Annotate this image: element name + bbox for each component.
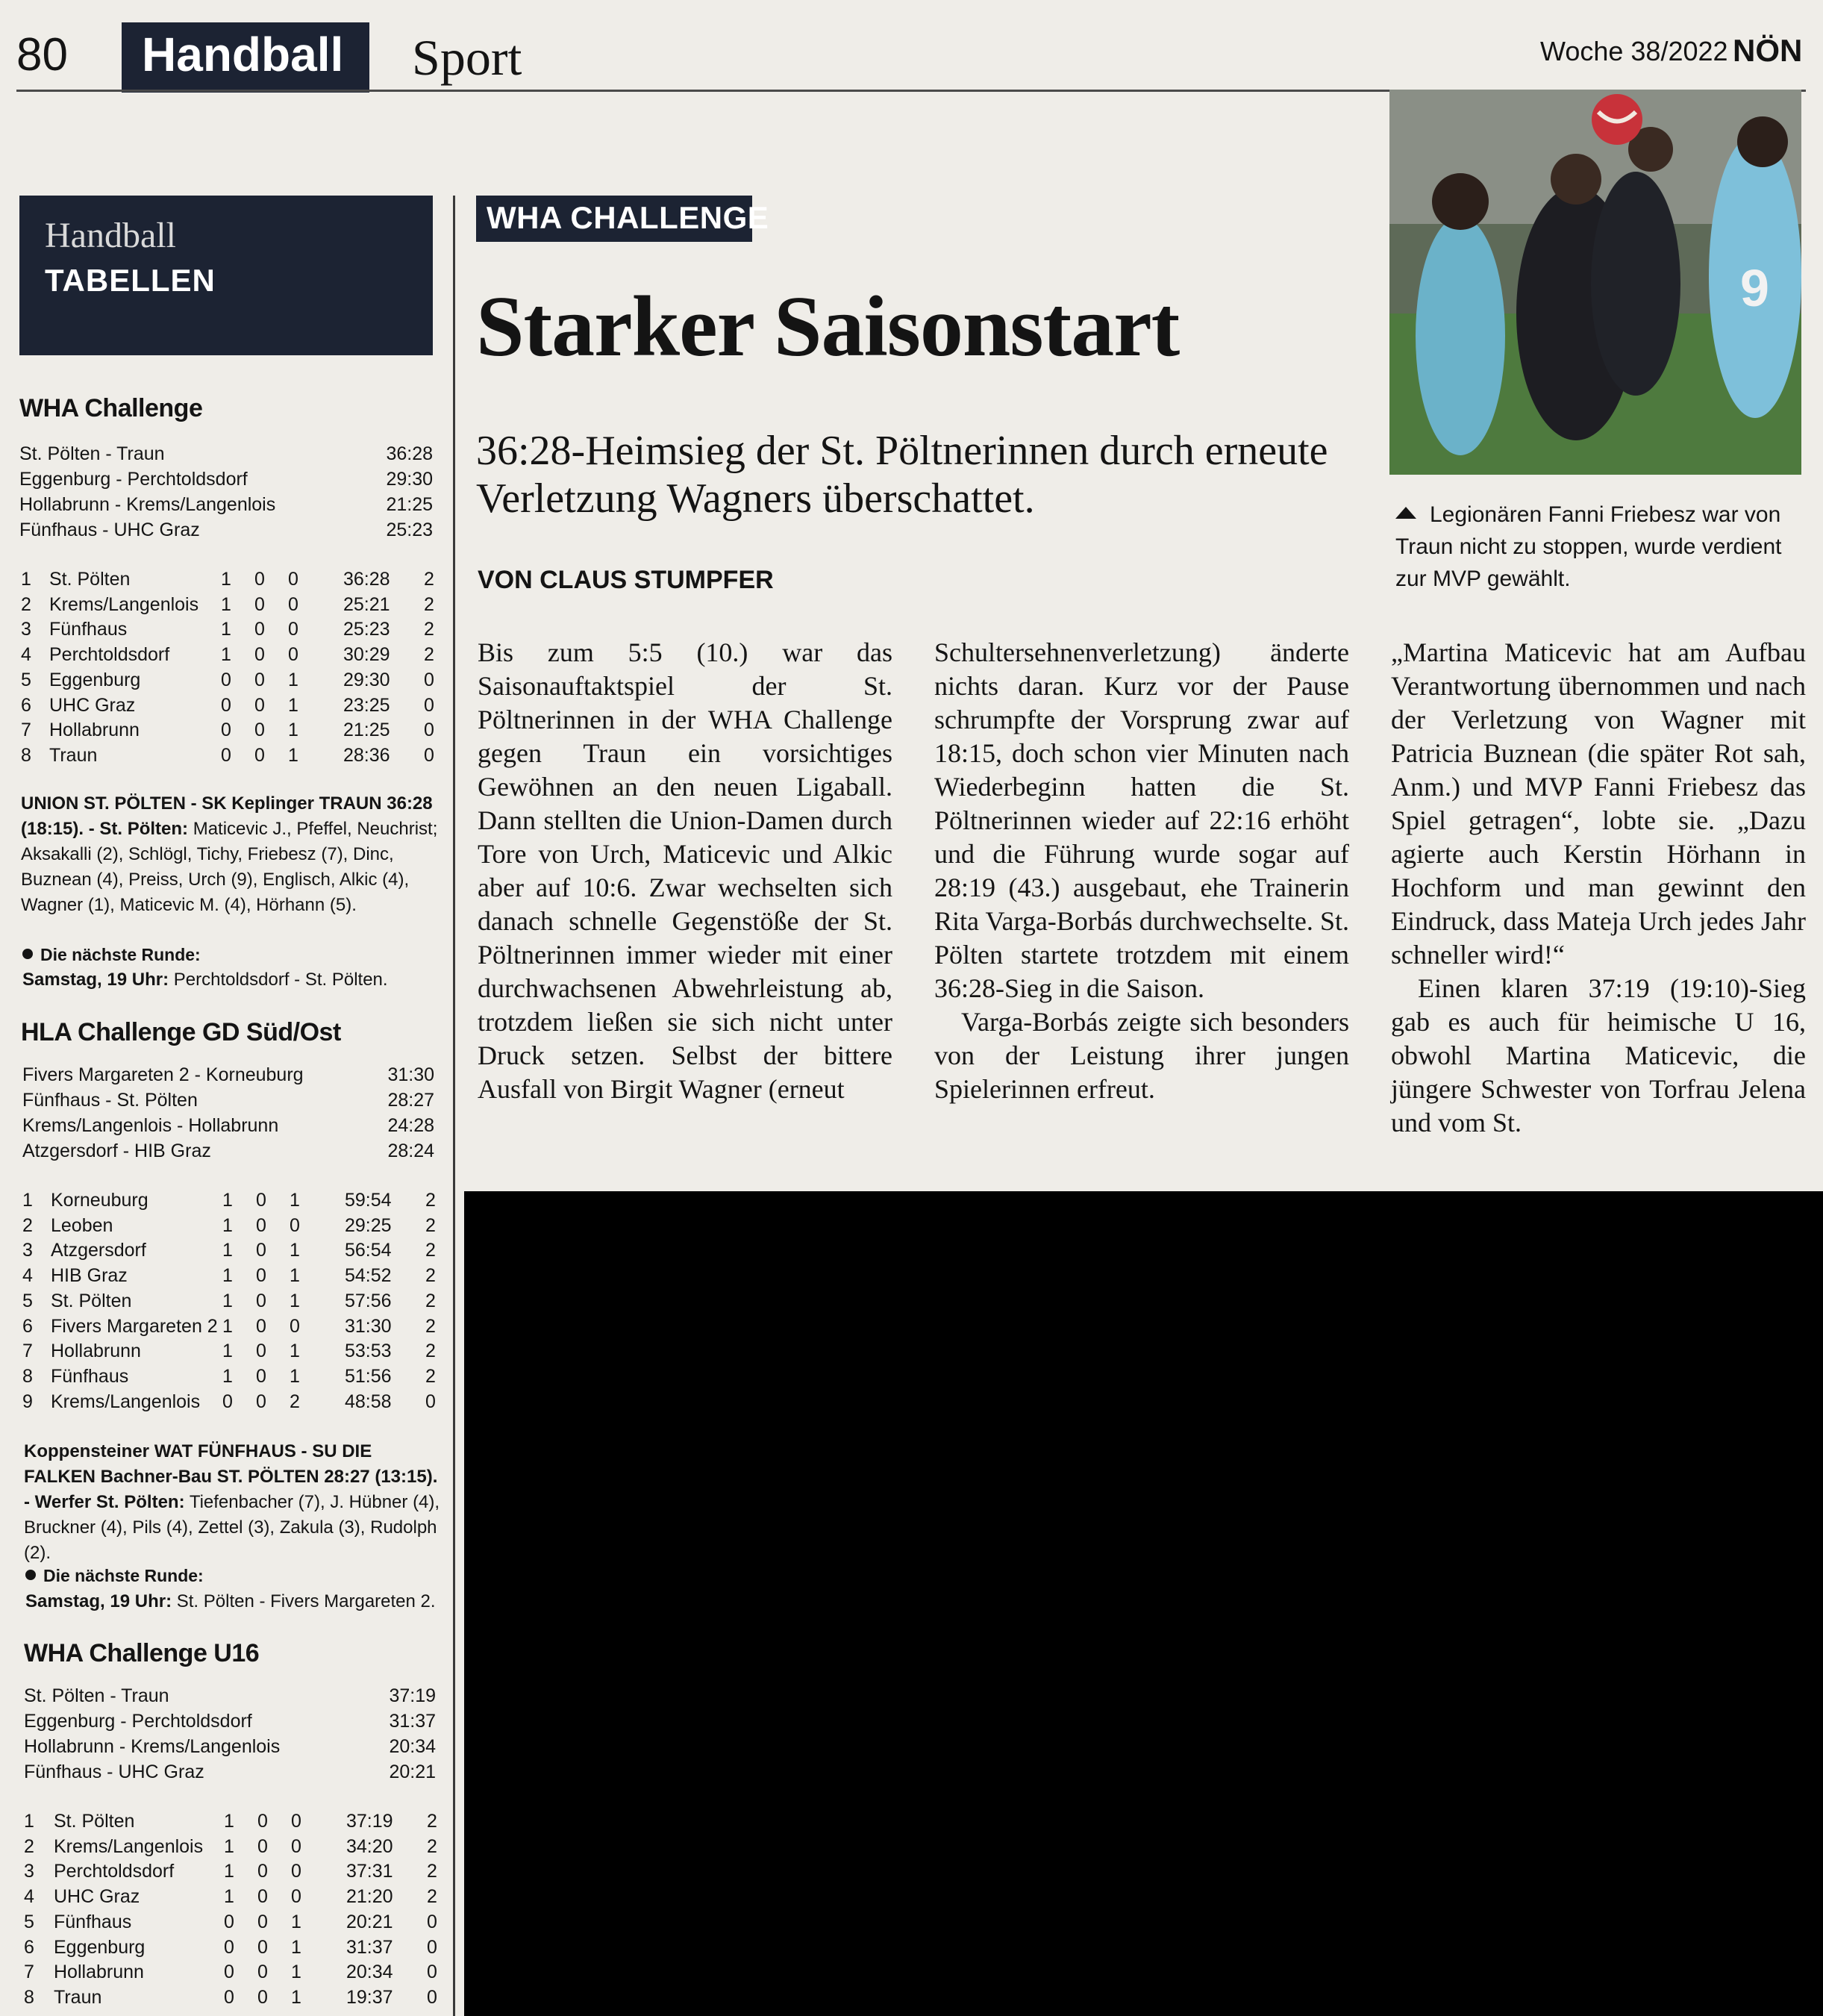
- standings-goals: 59:54: [345, 1190, 392, 1211]
- result-teams: Fünfhaus - UHC Graz: [19, 519, 200, 540]
- standings-lost: 0: [290, 1315, 300, 1337]
- standings-won: 0: [222, 1391, 233, 1412]
- standings-drawn: 0: [254, 619, 265, 640]
- standings-points: 2: [425, 1315, 436, 1337]
- standings-rank: 3: [24, 1861, 34, 1882]
- standings-points: 0: [427, 1911, 437, 1932]
- standings-team: Fivers Margareten 2: [51, 1315, 218, 1337]
- standings-row: [22, 1265, 440, 1291]
- article-paragraph: „Martina Maticevic hat am Aufbau Verantwortung übernommen und nach der Verletzung von Wagner mit Patricia Buznean (die später Rot sah, Anm.) und MVP Fanni Friebesz das Spiel getragen“, lobte sie. „Dazu agierte auch Kerstin Hörhann in Hochform und man gewinnt den Eindruck, dass Mateja Urch jedes Jahr schneller wird!“: [1391, 637, 1806, 970]
- standings-team: Eggenburg: [54, 1936, 146, 1958]
- result-score: 29:30: [386, 469, 433, 490]
- standings-row: [24, 1962, 442, 1987]
- standings-row: [22, 1316, 440, 1341]
- result-score: 25:23: [386, 519, 433, 540]
- column-divider: [453, 196, 455, 2016]
- standings-rank: 8: [21, 744, 31, 766]
- standings-won: 0: [224, 1911, 234, 1932]
- standings-goals: 34:20: [346, 1835, 393, 1857]
- standings-team: St. Pölten: [54, 1811, 135, 1832]
- standings-points: 0: [427, 1986, 437, 2008]
- standings-drawn: 0: [256, 1214, 266, 1236]
- result-teams: Krems/Langenlois - Hollabrunn: [22, 1115, 279, 1136]
- result-teams: Fünfhaus - St. Pölten: [22, 1090, 198, 1111]
- standings-points: 2: [427, 1861, 437, 1882]
- standings-rank: 1: [22, 1190, 33, 1211]
- standings-team: St. Pölten: [51, 1290, 132, 1311]
- standings-row: [24, 1886, 442, 1912]
- standings-rank: 4: [21, 644, 31, 666]
- result-row: [19, 494, 433, 519]
- standings-team: Hollabrunn: [49, 720, 140, 741]
- standings-team: Hollabrunn: [54, 1962, 144, 1983]
- standings-won: 1: [224, 1835, 234, 1857]
- article-subheadline: 36:28-Heimsieg der St. Pöltnerinnen durch erneute Verletzung Wagners überschattet.: [476, 428, 1328, 522]
- standings-drawn: 0: [257, 1835, 268, 1857]
- result-row: [22, 1140, 434, 1166]
- standings-points: 2: [427, 1835, 437, 1857]
- standings-goals: 53:53: [345, 1341, 392, 1362]
- standings-drawn: 0: [257, 1986, 268, 2008]
- standings-team: Perchtoldsdorf: [54, 1861, 175, 1882]
- standings-rank: 1: [24, 1811, 34, 1832]
- standings-lost: 0: [288, 619, 298, 640]
- standings-points: 2: [425, 1190, 436, 1211]
- standings-drawn: 0: [257, 1861, 268, 1882]
- standings-drawn: 0: [256, 1290, 266, 1311]
- standings-rank: 5: [21, 669, 31, 690]
- standings-won: 0: [224, 1936, 234, 1958]
- result-teams: Fivers Margareten 2 - Korneuburg: [22, 1064, 304, 1085]
- standings-won: 1: [222, 1365, 233, 1387]
- standings-lost: 1: [290, 1341, 300, 1362]
- standings-row: [24, 1836, 442, 1861]
- article-kicker: WHA CHALLENGE: [487, 200, 769, 235]
- standings-lost: 0: [291, 1811, 301, 1832]
- standings-won: 1: [222, 1265, 233, 1287]
- standings-won: 1: [222, 1190, 233, 1211]
- match-report-scorers: Tiefenbacher (7), J. Hübner (4), Bruckner (4), Pils (4), Zettel (3), Zakula (3), Rudolph (2).: [24, 1492, 440, 1563]
- match-report-header: Koppensteiner WAT FÜNFHAUS - SU DIE FALKEN Bachner-Bau ST. PÖLTEN 28:27 (13:15). - Werfer St. Pölten:: [24, 1441, 438, 1512]
- standings-row: [22, 1190, 440, 1215]
- standings-drawn: 0: [254, 744, 265, 766]
- standings-team: Krems/Langenlois: [51, 1391, 201, 1412]
- standings-rank: 7: [24, 1962, 34, 1983]
- standings-team: Traun: [54, 1986, 102, 2008]
- result-teams: Hollabrunn - Krems/Langenlois: [19, 494, 276, 515]
- standings-rank: 3: [21, 619, 31, 640]
- tables-kicker: Handball: [45, 216, 176, 255]
- league-title-wha: WHA Challenge: [19, 394, 203, 422]
- match-report-scorers: Maticevic J., Pfeffel, Neuchrist; Aksakalli (2), Schlögl, Tichy, Friebesz (7), Dinc, Buznean (4), Preiss, Urch (9), Englisch, Alkic (4), Wagner (1), Maticevic M. (4), Hörhann (5).: [21, 819, 438, 915]
- standings-drawn: 0: [254, 569, 265, 590]
- standings-drawn: 0: [257, 1962, 268, 1983]
- standings-drawn: 0: [256, 1190, 266, 1211]
- match-report-header: UNION ST. PÖLTEN - SK Keplinger TRAUN 36:28 (18:15). - St. Pölten:: [21, 793, 433, 839]
- bullet-icon: [22, 949, 33, 959]
- standings-won: 1: [221, 569, 231, 590]
- svg-text:9: 9: [1740, 259, 1769, 317]
- standings-team: Korneuburg: [51, 1190, 148, 1211]
- standings-drawn: 0: [257, 1811, 268, 1832]
- standings-lost: 0: [291, 1886, 301, 1908]
- standings-lost: 0: [288, 593, 298, 615]
- standings-points: 2: [427, 1886, 437, 1908]
- result-score: 36:28: [386, 443, 433, 464]
- standings-row: [24, 1937, 442, 1962]
- next-round-label-hla: Die nächste Runde:: [25, 1566, 204, 1586]
- standings-team: Perchtoldsdorf: [49, 644, 170, 666]
- standings-lost: 1: [288, 720, 298, 741]
- standings-lost: 1: [290, 1365, 300, 1387]
- standings-won: 1: [224, 1861, 234, 1882]
- standings-goals: 30:29: [343, 644, 390, 666]
- result-score: 20:21: [389, 1761, 436, 1782]
- standings-won: 0: [221, 744, 231, 766]
- standings-lost: 0: [291, 1861, 301, 1882]
- standings-won: 1: [222, 1315, 233, 1337]
- standings-goals: 31:37: [346, 1936, 393, 1958]
- article-paragraph: Varga-Borbás zeigte sich besonders von der Leistung ihrer jungen Spielerinnen erfreut.: [934, 1007, 1349, 1104]
- next-round-hla: [25, 1591, 436, 1612]
- standings-drawn: 0: [257, 1886, 268, 1908]
- standings-won: 1: [222, 1290, 233, 1311]
- standings-points: 0: [424, 720, 434, 741]
- standings-won: 1: [222, 1341, 233, 1362]
- standings-won: 1: [221, 644, 231, 666]
- standings-lost: 1: [290, 1265, 300, 1287]
- article-byline: VON CLAUS STUMPFER: [478, 566, 774, 594]
- standings-rank: 6: [21, 694, 31, 716]
- standings-team: Eggenburg: [49, 669, 141, 690]
- standings-points: 0: [427, 1962, 437, 1983]
- standings-goals: 20:21: [346, 1911, 393, 1932]
- standings-row: [22, 1366, 440, 1391]
- standings-row: [21, 644, 439, 670]
- subsection-label: Sport: [412, 29, 522, 86]
- standings-rank: 7: [22, 1341, 33, 1362]
- standings-points: 0: [424, 694, 434, 716]
- result-score: 21:25: [386, 494, 433, 515]
- result-row: [22, 1064, 434, 1090]
- standings-drawn: 0: [257, 1936, 268, 1958]
- standings-drawn: 0: [254, 720, 265, 741]
- standings-lost: 1: [290, 1240, 300, 1261]
- standings-goals: 54:52: [345, 1265, 392, 1287]
- result-row: [19, 519, 433, 545]
- standings-goals: 29:30: [343, 669, 390, 690]
- result-score: 20:34: [389, 1736, 436, 1757]
- result-teams: St. Pölten - Traun: [19, 443, 165, 464]
- result-row: [19, 469, 433, 494]
- result-row: [22, 1115, 434, 1140]
- article-paragraph: Schultersehnenverletzung) änderte nichts daran. Kurz vor der Pause schrumpfte der Vorsprung zwar auf 18:15, doch schon vier Minuten nach Wiederbeginn hatten die St. Pöltnerinnen wieder auf 22:16 erhöht und die Führung wurde sogar auf 28:19 (43.) ausgebaut, ehe Trainerin Rita Varga-Borbás durchwechselte. St. Pölten startete trotzdem mit einem 36:28-Sieg in die Saison.: [934, 637, 1349, 1003]
- standings-row: [21, 695, 439, 720]
- article-column-1: [478, 636, 892, 1106]
- standings-drawn: 0: [254, 694, 265, 716]
- standings-row: [24, 1811, 442, 1836]
- standings-team: Fünfhaus: [49, 619, 128, 640]
- standings-goals: 19:37: [346, 1986, 393, 2008]
- standings-points: 0: [424, 669, 434, 690]
- standings-won: 0: [221, 720, 231, 741]
- standings-drawn: 0: [254, 644, 265, 666]
- standings-won: 1: [224, 1811, 234, 1832]
- result-score: 24:28: [387, 1115, 434, 1136]
- article-column-2: [934, 636, 1349, 1106]
- standings-rank: 1: [21, 569, 31, 590]
- standings-drawn: 0: [256, 1315, 266, 1337]
- standings-rank: 3: [22, 1240, 33, 1261]
- standings-team: Hollabrunn: [51, 1341, 141, 1362]
- standings-drawn: 0: [256, 1391, 266, 1412]
- result-teams: Atzgersdorf - HIB Graz: [22, 1140, 211, 1161]
- result-teams: Eggenburg - Perchtoldsdorf: [24, 1711, 252, 1732]
- standings-lost: 0: [291, 1835, 301, 1857]
- standings-lost: 0: [288, 569, 298, 590]
- result-score: 28:24: [387, 1140, 434, 1161]
- standings-lost: 1: [290, 1290, 300, 1311]
- article-headline: Starker Saisonstart: [476, 279, 1180, 375]
- standings-goals: 48:58: [345, 1391, 392, 1412]
- standings-goals: 56:54: [345, 1240, 392, 1261]
- standings-lost: 0: [290, 1214, 300, 1236]
- result-row: [24, 1761, 436, 1787]
- standings-row: [21, 594, 439, 620]
- standings-won: 0: [224, 1962, 234, 1983]
- standings-drawn: 0: [256, 1365, 266, 1387]
- result-teams: Fünfhaus - UHC Graz: [24, 1761, 204, 1782]
- standings-rank: 2: [21, 593, 31, 615]
- next-round-wha: [22, 970, 388, 990]
- match-report-wha: [21, 791, 443, 918]
- standings-row: [24, 1861, 442, 1886]
- standings-goals: 20:34: [346, 1962, 393, 1983]
- standings-rank: 2: [22, 1214, 33, 1236]
- article-paragraph: Einen klaren 37:19 (19:10)-Sieg gab es auch für heimische U 16, obwohl Martina Maticevic, die jüngere Schwester von Torfrau Jelena und vom St.: [1391, 973, 1806, 1137]
- standings-team: HIB Graz: [51, 1265, 128, 1287]
- standings-goals: 37:31: [346, 1861, 393, 1882]
- standings-row: [21, 569, 439, 594]
- article-photo: [1389, 90, 1801, 475]
- standings-rank: 6: [22, 1315, 33, 1337]
- result-score: 31:30: [387, 1064, 434, 1085]
- standings-rank: 9: [22, 1391, 33, 1412]
- standings-rank: 5: [24, 1911, 34, 1932]
- next-round-match: St. Pölten - Fivers Margareten 2.: [172, 1591, 436, 1611]
- photo-caption: Legionären Fanni Friebesz war von Traun nicht zu stoppen, wurde verdient zur MVP gewählt.: [1395, 502, 1782, 591]
- standings-team: Leoben: [51, 1214, 113, 1236]
- standings-goals: 25:23: [343, 619, 390, 640]
- standings-lost: 1: [288, 669, 298, 690]
- article-paragraph: Bis zum 5:5 (10.) war das Saisonauftaktspiel der St. Pöltnerinnen in der WHA Challenge gegen Traun ein vorsichtiges Gewöhnen an den neuen Ligaball. Dann stellten die Union-Damen durch Tore von Urch, Maticevic und Alkic aber auf 10:6. Zwar wechselten sich danach schnelle Gegenstöße der St. Pöltnerinnen immer wieder mit einer durchwachsenen Abwehrleistung ab, trotzdem ließen sie sich nicht unter Druck setzen. Selbst der bittere Ausfall von Birgit Wagner (erneut: [478, 637, 892, 1104]
- standings-drawn: 0: [257, 1911, 268, 1932]
- standings-drawn: 0: [256, 1240, 266, 1261]
- result-row: [22, 1090, 434, 1115]
- standings-row: [24, 1912, 442, 1937]
- standings-row: [22, 1215, 440, 1241]
- standings-goals: 29:25: [345, 1214, 392, 1236]
- standings-goals: 31:30: [345, 1315, 392, 1337]
- standings-points: 2: [424, 593, 434, 615]
- standings-won: 1: [222, 1240, 233, 1261]
- standings-rank: 7: [21, 720, 31, 741]
- next-round-day: Samstag, 19 Uhr:: [25, 1591, 172, 1611]
- standings-lost: 1: [291, 1986, 301, 2008]
- standings-points: 2: [425, 1265, 436, 1287]
- standings-team: Fünfhaus: [51, 1365, 129, 1387]
- standings-goals: 36:28: [343, 569, 390, 590]
- article-column-3: [1391, 636, 1806, 1140]
- result-score: 31:37: [389, 1711, 436, 1732]
- standings-lost: 1: [291, 1962, 301, 1983]
- standings-goals: 57:56: [345, 1290, 392, 1311]
- issue-label: Woche 38/2022: [1540, 36, 1728, 66]
- page-number: 80: [16, 29, 68, 81]
- standings-rank: 4: [24, 1886, 34, 1908]
- standings-won: 1: [222, 1214, 233, 1236]
- standings-goals: 21:25: [343, 720, 390, 741]
- result-row: [24, 1736, 436, 1761]
- standings-rank: 4: [22, 1265, 33, 1287]
- next-round-label-wha: Die nächste Runde:: [22, 945, 201, 965]
- standings-lost: 1: [288, 744, 298, 766]
- redacted-area: [464, 1191, 1823, 2016]
- bullet-icon: [25, 1570, 36, 1580]
- standings-row: [22, 1391, 440, 1417]
- standings-goals: 23:25: [343, 694, 390, 716]
- standings-team: Krems/Langenlois: [54, 1835, 204, 1857]
- standings-won: 1: [221, 619, 231, 640]
- standings-team: Fünfhaus: [54, 1911, 132, 1932]
- league-title-hla: HLA Challenge GD Süd/Ost: [21, 1018, 341, 1046]
- standings-lost: 2: [290, 1391, 300, 1412]
- standings-rank: 6: [24, 1936, 34, 1958]
- standings-won: 0: [221, 669, 231, 690]
- standings-lost: 0: [288, 644, 298, 666]
- standings-team: UHC Graz: [49, 694, 136, 716]
- standings-row: [24, 1987, 442, 2012]
- standings-won: 0: [221, 694, 231, 716]
- standings-lost: 1: [290, 1190, 300, 1211]
- league-title-u16: WHA Challenge U16: [24, 1639, 260, 1667]
- result-score: 37:19: [389, 1685, 436, 1706]
- next-round-day: Samstag, 19 Uhr:: [22, 970, 169, 990]
- result-row: [24, 1711, 436, 1736]
- standings-points: 2: [424, 569, 434, 590]
- standings-drawn: 0: [254, 593, 265, 615]
- caption-arrow-icon: [1395, 507, 1416, 519]
- standings-drawn: 0: [256, 1265, 266, 1287]
- section-label: Handball: [142, 28, 344, 81]
- standings-drawn: 0: [254, 669, 265, 690]
- standings-won: 0: [224, 1986, 234, 2008]
- standings-points: 2: [425, 1214, 436, 1236]
- brand-logo: NÖN: [1733, 33, 1803, 68]
- standings-points: 0: [424, 744, 434, 766]
- standings-team: UHC Graz: [54, 1886, 140, 1908]
- standings-goals: 37:19: [346, 1811, 393, 1832]
- standings-drawn: 0: [256, 1341, 266, 1362]
- standings-rank: 8: [24, 1986, 34, 2008]
- standings-goals: 21:20: [346, 1886, 393, 1908]
- standings-points: 2: [427, 1811, 437, 1832]
- result-score: 28:27: [387, 1090, 434, 1111]
- standings-row: [22, 1240, 440, 1265]
- standings-row: [21, 619, 439, 644]
- standings-row: [21, 745, 439, 770]
- standings-row: [21, 670, 439, 695]
- standings-points: 2: [424, 644, 434, 666]
- standings-rank: 2: [24, 1835, 34, 1857]
- result-row: [19, 443, 433, 469]
- standings-row: [21, 720, 439, 745]
- standings-lost: 1: [291, 1936, 301, 1958]
- standings-team: Krems/Langenlois: [49, 593, 199, 615]
- standings-goals: 28:36: [343, 744, 390, 766]
- standings-points: 2: [425, 1341, 436, 1362]
- handball-players-photo: [1389, 90, 1801, 475]
- match-report-hla: [24, 1439, 445, 1566]
- standings-lost: 1: [291, 1911, 301, 1932]
- standings-points: 2: [425, 1365, 436, 1387]
- standings-won: 1: [221, 593, 231, 615]
- tables-title: TABELLEN: [45, 263, 216, 298]
- standings-row: [22, 1341, 440, 1366]
- standings-points: 0: [425, 1391, 436, 1412]
- result-row: [24, 1685, 436, 1711]
- standings-team: Traun: [49, 744, 98, 766]
- standings-rank: 8: [22, 1365, 33, 1387]
- standings-team: St. Pölten: [49, 569, 131, 590]
- result-teams: St. Pölten - Traun: [24, 1685, 169, 1706]
- standings-row: [22, 1291, 440, 1316]
- standings-points: 2: [425, 1290, 436, 1311]
- standings-points: 0: [427, 1936, 437, 1958]
- standings-points: 2: [424, 619, 434, 640]
- standings-points: 2: [425, 1240, 436, 1261]
- next-round-match: Perchtoldsdorf - St. Pölten.: [169, 970, 388, 990]
- standings-won: 1: [224, 1886, 234, 1908]
- standings-lost: 1: [288, 694, 298, 716]
- standings-goals: 25:21: [343, 593, 390, 615]
- standings-goals: 51:56: [345, 1365, 392, 1387]
- standings-rank: 5: [22, 1290, 33, 1311]
- result-teams: Eggenburg - Perchtoldsdorf: [19, 469, 248, 490]
- standings-team: Atzgersdorf: [51, 1240, 146, 1261]
- result-teams: Hollabrunn - Krems/Langenlois: [24, 1736, 281, 1757]
